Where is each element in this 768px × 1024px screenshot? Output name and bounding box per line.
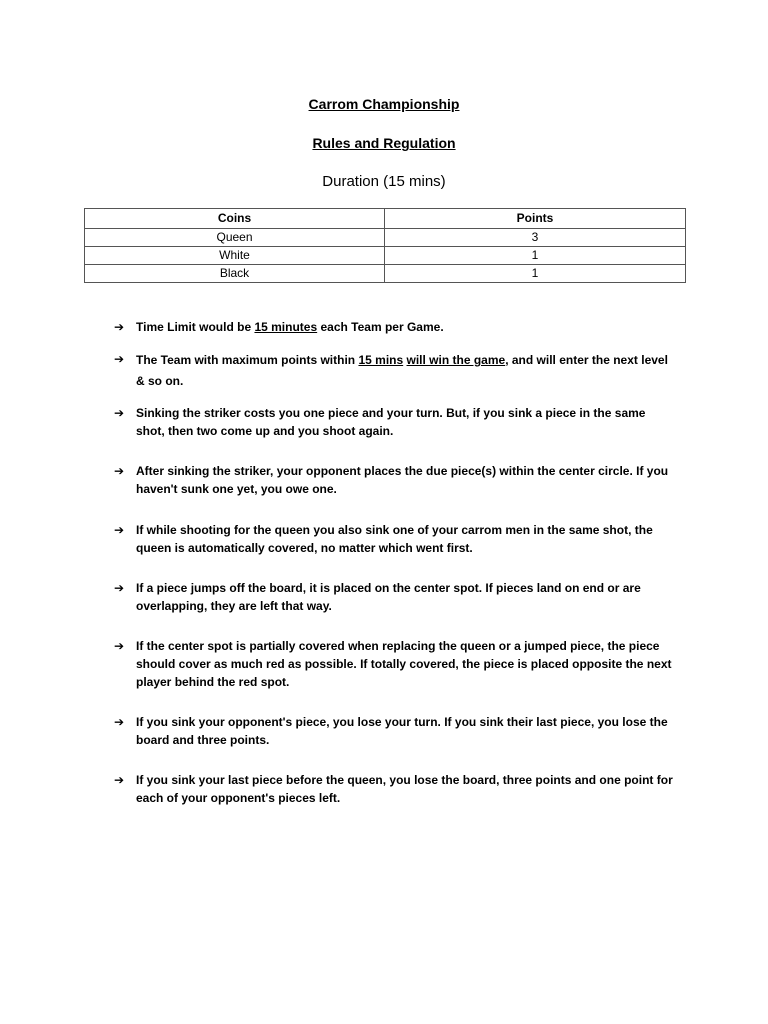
rule-text: If the center spot is partially covered when replacing the queen or a jumped piece, the piece should cover as much red as possible. If totally covered, the piece is placed opposite the next player behind the red spot. [136,639,672,689]
rule-text: If while shooting for the queen you also sink one of your carrom men in the same shot, the queen is automatically covered, no matter which went first. [136,523,653,555]
arrow-bullet-icon: ➔ [114,464,125,478]
rule-item [114,713,674,749]
arrow-bullet-icon: ➔ [114,715,125,729]
duration-heading: Duration (15 mins) [322,173,446,190]
column-header-points: Points [385,209,686,229]
rule-text: If you sink your last piece before the queen, you lose the board, three points and one point for each of your opponent's pieces left. [136,773,673,805]
arrow-bullet-icon: ➔ [114,406,125,420]
rule-item [114,350,674,392]
rule-text: If you sink your opponent's piece, you lose your turn. If you sink their last piece, you lose the board and three points. [136,715,668,747]
arrow-bullet-icon: ➔ [114,639,125,653]
table-row [85,247,686,265]
emphasis-text: will win the game [406,353,506,367]
rule-item [114,637,674,691]
table-row [85,265,686,283]
table-row [85,229,686,247]
points-cell: 3 [385,229,686,247]
table-header-row [85,209,686,229]
rule-item [114,318,674,336]
rule-item [114,521,674,557]
rule-item [114,404,674,440]
rule-item [114,579,674,615]
rule-item [114,771,674,807]
arrow-bullet-icon: ➔ [114,320,125,334]
coin-cell: White [85,247,385,265]
coin-cell: Queen [85,229,385,247]
column-header-coins: Coins [85,209,385,229]
rule-item [114,462,674,498]
rule-text: Time Limit would be 15 minutes each Team per Game. [136,320,444,334]
arrow-bullet-icon: ➔ [114,523,125,537]
rule-text: After sinking the striker, your opponent places the due piece(s) within the center circle. If you haven't sunk one yet, you owe one. [136,464,669,496]
emphasis-text: 15 minutes [254,320,318,334]
coin-cell: Black [85,265,385,283]
rule-text: The Team with maximum points within 15 mins will win the game, and will enter the next level & so on. [136,353,668,388]
arrow-bullet-icon: ➔ [114,773,125,787]
rule-text: If a piece jumps off the board, it is placed on the center spot. If pieces land on end or are overlapping, they are left that way. [136,581,641,613]
emphasis-text: 15 mins [358,353,404,367]
points-cell: 1 [385,265,686,283]
document-subtitle: Rules and Regulation [312,135,456,151]
arrow-bullet-icon: ➔ [114,581,125,595]
points-table [84,208,686,283]
document-title: Carrom Championship [308,96,460,112]
arrow-bullet-icon: ➔ [114,352,125,366]
rule-text: Sinking the striker costs you one piece and your turn. But, if you sink a piece in the same shot, then two come up and you shoot again. [136,406,646,438]
points-cell: 1 [385,247,686,265]
